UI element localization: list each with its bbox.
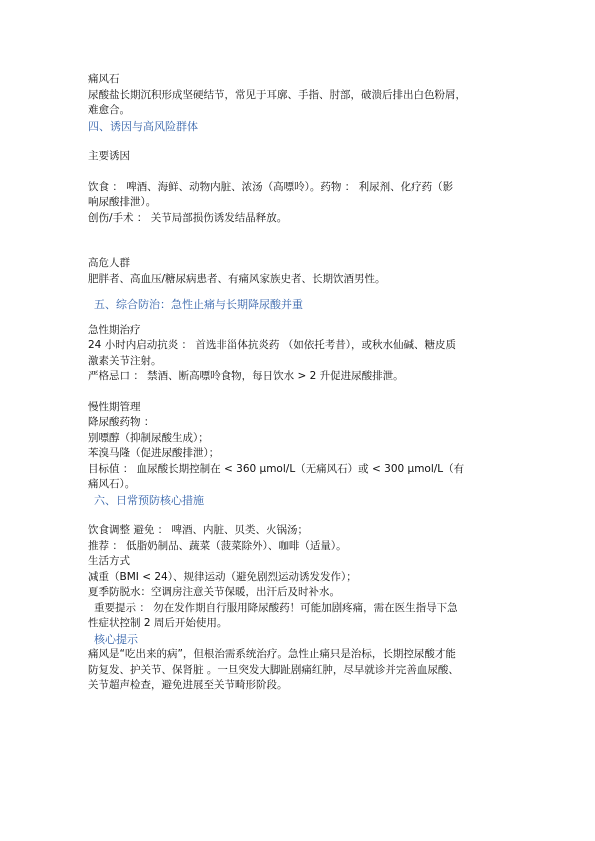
gout-stone-text: 难愈合。	[88, 104, 130, 116]
core-tip-text: 痛风是“吃出来的病”，但根治需系统治疗。急性止痛只是治标，长期控尿酸才能	[88, 648, 456, 660]
high-risk-text: 肥胖者、高血压/糖尿病患者、有痛风家族史者、长期饮酒男性。	[88, 272, 386, 285]
gout-stone-text: 尿酸盐长期沉积形成坚硬结节，常见于耳廓、手指、肘部，破溃后排出白色粉屑，	[88, 88, 466, 101]
section-5-heading: 五、综合防治：急性止痛与长期降尿酸并重	[94, 298, 303, 311]
acute-treatment-title: 急性期治疗	[88, 323, 141, 336]
drug-item: 别嘌醇（抑制尿酸生成）；	[88, 431, 209, 444]
drug-item: 苯溴马隆（促进尿酸排泄）；	[88, 447, 220, 459]
lifestyle-summer-text: 夏季防脱水：空调房注意关节保暖，出汗后及时补水。	[88, 586, 340, 598]
diet-adjust-text: 饮食调整 避免 ： 啤酒、内脏、贝类、火锅汤；	[88, 524, 309, 536]
section-4-heading: 四、诱因与高风险群体	[88, 119, 198, 133]
trigger-trauma-text: 创伤/手术 ： 关节局部损伤诱发结晶释放。	[88, 211, 288, 224]
acute-treatment-text: 激素关节注射。	[88, 354, 162, 367]
diet-recommend-text: 推荐 ： 低脂奶制品、蔬菜（菠菜除外）、咖啡（适量）。	[88, 539, 347, 552]
lifestyle-title: 生活方式	[88, 555, 130, 567]
document-body	[88, 72, 510, 694]
warning-text: 重要提示 ： 勿在发作期自行服用降尿酸药！可能加剧疼痛，需在医生指导下急	[94, 601, 458, 614]
trigger-diet-text: 饮食 ： 啤酒、海鲜、动物内脏、浓汤（高嘌呤）。药物 ： 利尿剂、化疗药（影	[88, 180, 454, 193]
core-tip-text: 关节超声检查，避免进展至关节畸形阶段。	[88, 679, 288, 691]
lifestyle-weight-text: 减重（BMI < 24）、规律运动（避免剧烈运动诱发发作）；	[88, 570, 357, 583]
section-6-heading: 六、日常预防核心措施	[94, 493, 204, 507]
high-risk-title: 高危人群	[88, 257, 130, 269]
warning-text: 性症状控制 2 周后开始使用。	[88, 617, 228, 629]
core-tip-heading: 核心提示	[94, 632, 138, 646]
gout-stone-title: 痛风石	[88, 73, 120, 85]
acute-diet-text: 严格忌口 ： 禁酒、断高嘌呤食物，每日饮水 > 2 升促进尿酸排泄。	[88, 370, 404, 382]
core-tip-text: 防复发、护关节、保肾脏 。一旦突发大脚趾剧痛红肿，尽早就诊并完善血尿酸、	[88, 663, 459, 676]
target-value-text: 痛风石）。	[88, 478, 136, 490]
target-value-text: 目标值 ： 血尿酸长期控制在 < 360 μmol/L（无痛风石）或 < 300 μmol/L（有	[88, 462, 465, 475]
acute-treatment-text: 24 小时内启动抗炎 ： 首选非甾体抗炎药 （如依托考昔），或秋水仙碱、糖皮质	[88, 339, 456, 351]
chronic-management-title: 慢性期管理	[88, 400, 141, 413]
trigger-diet-text: 响尿酸排泄）。	[88, 196, 157, 208]
urate-drugs-label: 降尿酸药物 ：	[88, 416, 155, 428]
main-triggers-title: 主要诱因	[88, 150, 130, 162]
